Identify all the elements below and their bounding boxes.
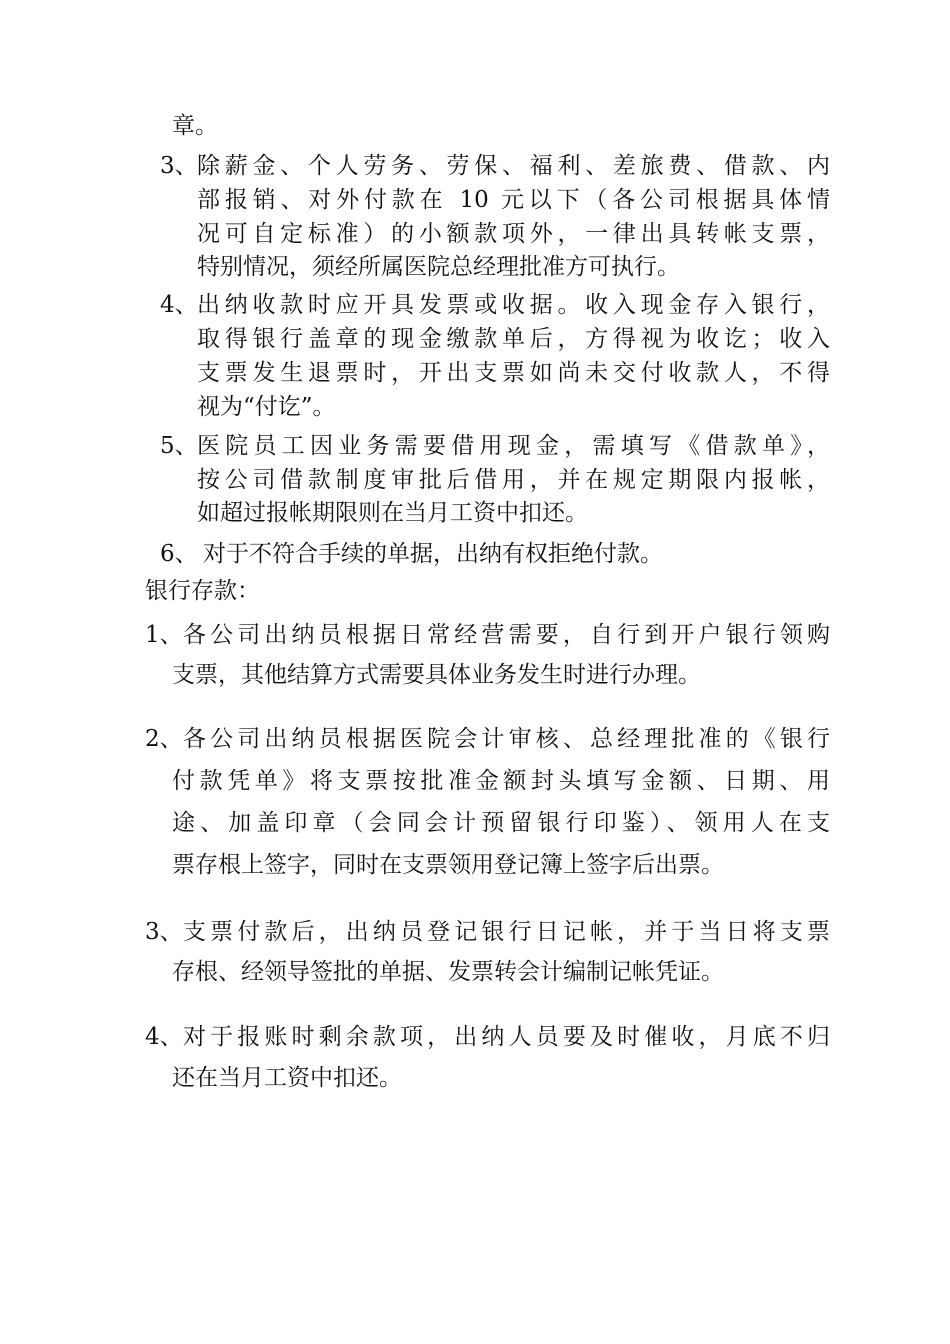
item-text-line: 支票发生退票时，开出支票如尚未交付收款人，不得	[197, 360, 830, 386]
item-text-line: 况可自定标准）的小额款项外，一律出具转帐支票，	[197, 221, 830, 247]
item-text-line: 对于不符合手续的单据，出纳有权拒绝付款。	[203, 541, 663, 567]
item-text-line: 支票付款后，出纳员登记银行日记帐，并于当日将支票	[183, 919, 830, 945]
item-text-line: 票存根上签字，同时在支票领用登记簿上签字后出票。	[172, 852, 724, 878]
item-number: 3、	[160, 153, 198, 179]
item-text-line: 医院员工因业务需要借用现金，需填写《借款单》，	[197, 433, 830, 459]
item-text-line: 对于报账时剩余款项，出纳人员要及时催收，月底不归	[183, 1024, 830, 1050]
item-number: 1、	[145, 622, 183, 648]
item-text-line: 部报销、对外付款在 10 元以下（各公司根据具体情	[197, 187, 830, 213]
item-text-line: 存根、经领导签批的单据、发票转会计编制记帐凭证。	[172, 959, 724, 985]
item-text-line: 除薪金、个人劳务、劳保、福利、差旅费、借款、内	[197, 153, 830, 179]
item-text-line: 出纳收款时应开具发票或收据。收入现金存入银行，	[197, 292, 830, 318]
section-heading: 银行存款：	[145, 578, 260, 604]
item-text-line: 各公司出纳员根据医院会计审核、总经理批准的《银行	[183, 726, 830, 752]
item-number: 4、	[145, 1024, 183, 1050]
item-text-line: 视为“付讫”。	[197, 394, 336, 420]
item-number: 5、	[160, 433, 198, 459]
item-number: 3、	[145, 919, 183, 945]
item-text-line: 途、加盖印章（会同会计预留银行印鉴）、领用人在支	[172, 810, 830, 836]
item-text-line: 付款凭单》将支票按批准金额封头填写金额、日期、用	[172, 768, 830, 794]
item-text-line: 取得银行盖章的现金缴款单后，方得视为收讫；收入	[197, 326, 830, 352]
item-text-line: 还在当月工资中扣还。	[172, 1065, 402, 1091]
item-number: 4、	[160, 292, 198, 318]
item-number: 2、	[145, 726, 183, 752]
item-text-line: 特别情况，须经所属医院总经理批准方可执行。	[197, 254, 680, 280]
item-text-line: 如超过报帐期限则在当月工资中扣还。	[197, 500, 588, 526]
item-text-line: 各公司出纳员根据日常经营需要，自行到开户银行领购	[183, 622, 830, 648]
item-text-line: 按公司借款制度审批后借用，并在规定期限内报帐，	[197, 467, 830, 493]
item-number: 6、	[160, 541, 198, 567]
continued-text: 章。	[172, 113, 218, 139]
item-text-line: 支票，其他结算方式需要具体业务发生时进行办理。	[172, 662, 701, 688]
